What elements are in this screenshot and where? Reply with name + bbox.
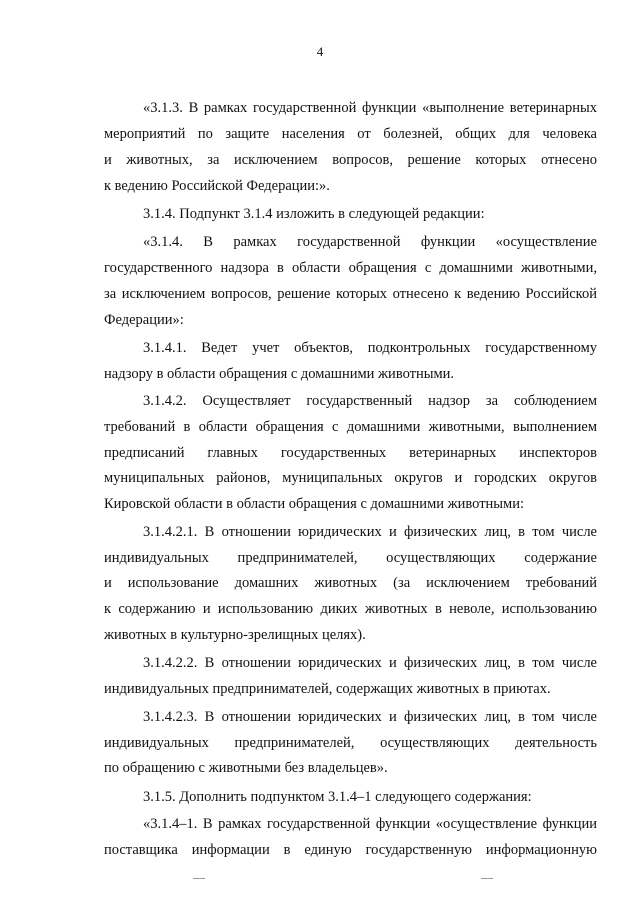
- text-line: индивидуальных предпринимателей, содержащих животных в приютах.: [104, 681, 551, 697]
- text-line: по обращению с животными без владельцев».: [104, 760, 388, 776]
- text-line: государственного надзора в области обращения с домашними животными,: [104, 260, 597, 276]
- text-line: «3.1.3. В рамках государственной функции «выполнение ветеринарных: [143, 100, 597, 116]
- scan-speck: [481, 878, 493, 879]
- scan-speck: [193, 878, 205, 879]
- text-line: к ведению Российской Федерации:».: [104, 178, 330, 194]
- text-line: Федерации»:: [104, 312, 184, 328]
- text-line: муниципальных районов, муниципальных округов и городских округов: [104, 470, 597, 486]
- page-number: 4: [316, 44, 324, 59]
- text-line: требований в области обращения с домашними животными, выполнением: [104, 419, 597, 435]
- text-line: «3.1.4. В рамках государственной функции «осуществление: [143, 234, 597, 250]
- text-line: мероприятий по защите населения от болезней, общих для человека: [104, 126, 597, 142]
- text-line: 3.1.4.2.3. В отношении юридических и физических лиц, в том числе: [143, 709, 597, 725]
- text-line: за исключением вопросов, решение которых отнесено к ведению Российской: [104, 286, 597, 302]
- text-line: 3.1.4. Подпункт 3.1.4 изложить в следующей редакции:: [143, 206, 485, 222]
- text-line: «3.1.4–1. В рамках государственной функции «осуществление функции: [143, 816, 597, 832]
- text-line: поставщика информации в единую государственную информационную: [104, 842, 597, 858]
- text-line: к содержанию и использованию диких животных в неволе, использованию: [104, 601, 597, 617]
- text-line: Кировской области в области обращения с домашними животными:: [104, 496, 525, 512]
- text-line: животных в культурно-зрелищных целях).: [104, 627, 366, 643]
- text-line: и использование домашних животных (за исключением требований: [104, 575, 597, 591]
- text-line: индивидуальных предпринимателей, осуществляющих деятельность: [104, 735, 597, 751]
- text-line: надзору в области обращения с домашними животными.: [104, 366, 455, 382]
- text-line: 3.1.4.1. Ведет учет объектов, подконтрольных государственному: [143, 340, 597, 356]
- text-line: 3.1.4.2.2. В отношении юридических и физических лиц, в том числе: [143, 655, 597, 671]
- text-line: предписаний главных государственных ветеринарных инспекторов: [104, 445, 597, 461]
- text-line: 3.1.5. Дополнить подпунктом 3.1.4–1 следующего содержания:: [143, 789, 532, 805]
- text-line: 3.1.4.2. Осуществляет государственный надзор за соблюдением: [143, 393, 597, 409]
- text-line: и животных, за исключением вопросов, решение которых отнесено: [104, 152, 597, 168]
- text-line: индивидуальных предпринимателей, осуществляющих содержание: [104, 550, 597, 566]
- text-line: 3.1.4.2.1. В отношении юридических и физических лиц, в том числе: [143, 524, 597, 540]
